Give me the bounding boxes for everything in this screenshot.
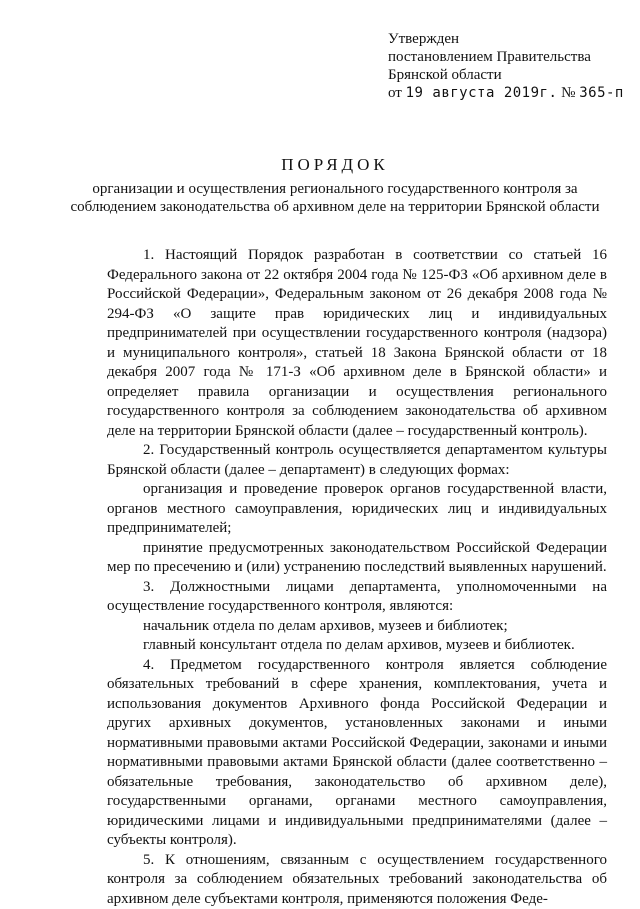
paragraph-3-official-2: главный консультант отдела по делам архивов, музеев и библиотек.	[107, 636, 607, 656]
approval-date-prefix: от	[388, 85, 402, 101]
approval-line-date	[388, 84, 628, 102]
approval-stamp	[388, 30, 628, 102]
document-body	[107, 246, 607, 909]
approval-number-value: 365-п	[579, 85, 624, 101]
approval-line-approved: Утвержден	[388, 30, 628, 48]
approval-date-value: 19 августа 2019г.	[406, 85, 558, 101]
document-title: ПОРЯДОК	[70, 154, 600, 176]
paragraph-2-form-1: организация и проведение проверок органов государственной власти, органов местного самоуправления, юридических лиц и индивидуальных предпринимателей;	[107, 480, 607, 539]
approval-number-label: №	[561, 85, 575, 101]
title-block	[70, 154, 600, 216]
paragraph-2: 2. Государственный контроль осуществляется департаментом культуры Брянской области (далее – департамент) в следующих формах:	[107, 441, 607, 480]
paragraph-2-form-2: принятие предусмотренных законодательством Российской Федерации мер по пресечению и (или) устранению последствий выявленных нарушений.	[107, 539, 607, 578]
document-subtitle: организации и осуществления регионального государственного контроля за соблюдением законодательства об архивном деле на территории Брянской области	[70, 180, 600, 216]
paragraph-3: 3. Должностными лицами департамента, уполномоченными на осуществление государственного контроля, являются:	[107, 578, 607, 617]
approval-line-region: Брянской области	[388, 66, 628, 84]
paragraph-4: 4. Предметом государственного контроля является соблюдение обязательных требований в сфере хранения, комплектования, учета и использования документов Архивного фонда Российской Федерации и других архивных документов, установленных законами и иными нормативными правовыми актами Российской Федерации, законами и иными нормативными правовыми актами Брянской области (далее соответственно – обязательные требования, законодательство об архивном деле), государственными органами, органами местного самоуправления, юридическими лицами и индивидуальными предпринимателями (далее – субъекты контроля).	[107, 656, 607, 851]
paragraph-1: 1. Настоящий Порядок разработан в соответствии со статьей 16 Федерального закона от 22 октября 2004 года № 125-ФЗ «Об архивном деле в Российской Федерации», Федеральным законом от 26 декабря 2008 года № 294-ФЗ «О защите прав юридических лиц и индивидуальных предпринимателей при осуществлении государственного контроля (надзора) и муниципального контроля», статьей 18 Закона Брянской области от 18 декабря 2007 года № 171-З «Об архивном деле в Брянской области» и определяет правила организации и осуществления регионального государственного контроля за соблюдением законодательства об архивном деле на территории Брянской области (далее – государственный контроль).	[107, 246, 607, 441]
paragraph-5: 5. К отношениям, связанным с осуществлением государственного контроля за соблюдением обязательных требований законодательства об архивном деле субъектами контроля, применяются положения Феде-	[107, 851, 607, 909]
paragraph-3-official-1: начальник отдела по делам архивов, музеев и библиотек;	[107, 617, 607, 637]
approval-line-resolution: постановлением Правительства	[388, 48, 628, 66]
